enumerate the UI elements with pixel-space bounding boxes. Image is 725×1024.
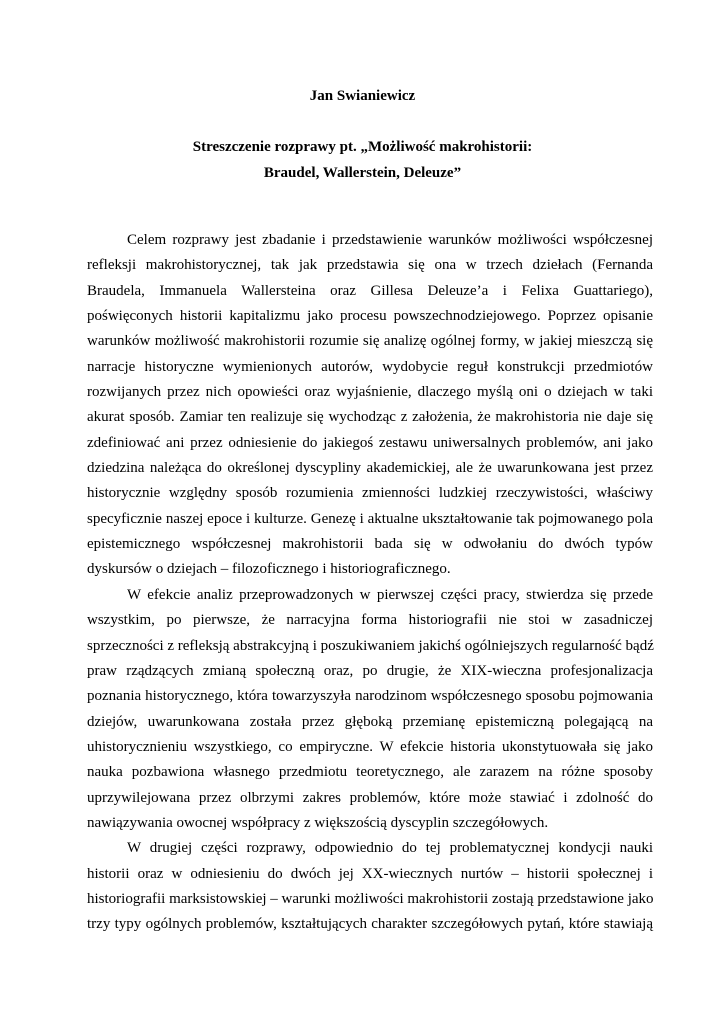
paragraph	[87, 836, 653, 937]
paragraph	[87, 583, 653, 836]
paragraph	[87, 228, 653, 583]
paragraph-line: warunków możliwość makrohistorii rozumie się analizę ogólnej formy, w jakiej mieszczą się	[87, 333, 653, 350]
paragraph-line: nawiązywania owocnej współpracy z większością dyscyplin szczegółowych.	[87, 814, 549, 831]
paragraph-line: W efekcie analiz przeprowadzonych w pierwszej części pracy, stwierdza się przede	[127, 586, 653, 603]
paragraph-line: nauka pozbawiona własnego przedmiotu teoretycznego, ale zarazem na różne sposoby	[87, 764, 653, 781]
paragraph-line: praw rządzących zmianą społeczną oraz, po drugie, że XIX-wieczna profesjonalizacja	[87, 662, 653, 679]
paragraph-line: historycznie względny sposób rozumienia zmienności ludzkiej rzeczywistości, właściwy	[87, 485, 653, 502]
paragraph-line: Braudela, Immanuela Wallersteina oraz Gillesa Deleuze’a i Felixa Guattariego),	[87, 282, 653, 299]
paragraph-line: refleksji makrohistorycznej, tak jak przedstawia się ona w trzech dziełach (Fernanda	[87, 257, 653, 274]
title-line-2: Braudel, Wallerstein, Deleuze”	[263, 165, 462, 181]
title-line-1: Streszczenie rozprawy pt. „Możliwość makrohistorii:	[192, 139, 533, 155]
paragraph-line: rozwijanych przez nich opowieści oraz wyjaśnienie, dlaczego myślą oni o dziejach w taki	[87, 384, 653, 401]
paragraph-line: historii oraz w odniesieniu do dwóch jej XX-wiecznych nurtów – historii społecznej i	[87, 865, 653, 882]
paragraph-line: specyficznie naszej epoce i kulturze. Genezę i aktualne ukształtowanie tak pojmowanego pola	[87, 510, 653, 527]
paragraph-line: epistemicznego współczesnej makrohistorii bada się w odwołaniu do dwóch typów	[87, 536, 653, 553]
document-body	[87, 228, 653, 938]
paragraph-line: historiografii marksistowskiej – warunki możliwości makrohistorii zostają przedstawione jako	[87, 890, 654, 907]
paragraph-line: wszystkim, po pierwsze, że narracyjna forma historiografii nie stoi w zasadniczej	[87, 612, 653, 629]
paragraph-line: poznania historycznego, która towarzyszyła narodzinom współczesnego sposobu pojmowania	[87, 688, 653, 705]
paragraph-line: dziedzina należąca do określonej dyscypliny akademickiej, ale że uwarunkowana jest przez	[87, 460, 653, 477]
paragraph-line: zdefiniować ani przez odniesienie do jakiegoś zestawu uniwersalnych problemów, ani jako	[87, 434, 653, 451]
paragraph-line: trzy typy ogólnych problemów, kształtujących charakter szczegółowych pytań, które stawiają	[87, 916, 653, 933]
paragraph-line: dziejów, uwarunkowana została przez głęboką przemianę epistemiczną polegającą na	[87, 713, 653, 730]
author-name: Jan Swianiewicz	[309, 88, 416, 104]
paragraph-line: sprzeczności z refleksją abstrakcyjną i poszukiwaniem jakichś ogólniejszych regularność bądź	[87, 637, 654, 654]
paragraph-line: uprzywilejowana przez olbrzymi zakres problemów, które może stawiać i zdolność do	[87, 789, 653, 806]
document-title	[0, 134, 725, 186]
paragraph-line: uhistorycznieniu wszystkiego, co empiryczne. W efekcie historia ukonstytuowała się jako	[87, 738, 653, 755]
paragraph-line: dyskursów o dziejach – filozoficznego i historiograficznego.	[87, 561, 451, 578]
paragraph-line: akurat sposób. Zamiar ten realizuje się wychodząc z założenia, że makrohistoria nie daje się	[87, 409, 653, 426]
paragraph-line: W drugiej części rozprawy, odpowiednio do tej problematycznej kondycji nauki	[127, 840, 653, 857]
paragraph-line: Celem rozprawy jest zbadanie i przedstawienie warunków możliwości współczesnej	[127, 232, 653, 248]
paragraph-line: narracje historyczne wymienionych autorów, wydobycie reguł konstrukcji przedmiotów	[87, 358, 653, 375]
paragraph-line: poświęconych historii kapitalizmu jako procesu powszechnodziejowego. Poprzez opisanie	[87, 308, 653, 325]
